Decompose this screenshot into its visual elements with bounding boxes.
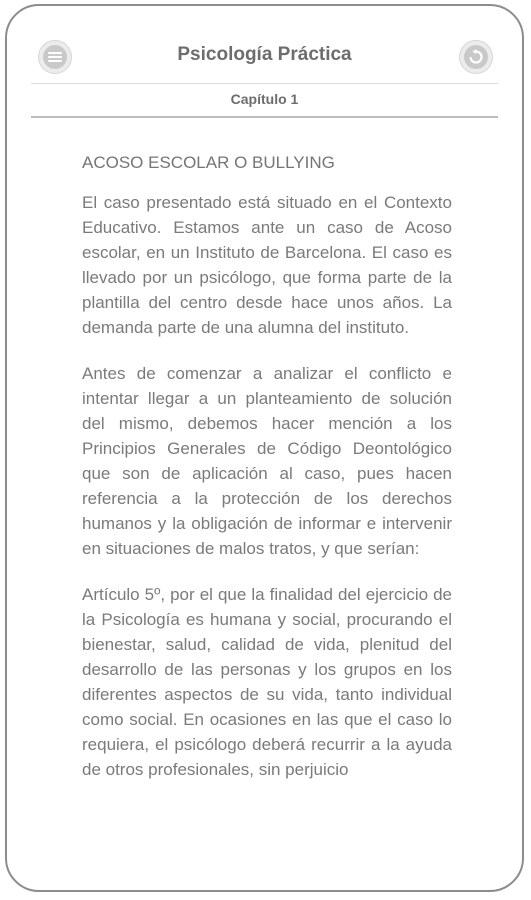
back-icon [464, 45, 488, 69]
article-paragraph: Artículo 5º, por el que la finalidad del ejercicio de la Psicología es humana y social, procurando el bienestar, salud, calidad de vida, plenitud del desarrollo de las personas y los grupos en los diferentes aspectos de su vida, tanto individual como social. En ocasiones en las que el caso lo requiera, el psicólogo deberá recurrir a la ayuda de otros profesionales, sin perjuicio [82, 585, 452, 779]
chapter-divider [31, 116, 498, 118]
article-paragraph: Antes de comenzar a analizar el conflicto e intentar llegar a un planteamiento de solución del mismo, debemos hacer mención a los Principios Generales de Código Deontológico que son de aplicación al caso, pues hacen referencia a la protección de los derechos humanos y la obligación de informar e intervenir en situaciones de malos tratos, y que serían: [82, 364, 452, 558]
article-content[interactable] [82, 151, 452, 875]
article-heading: ACOSO ESCOLAR O BULLYING [82, 153, 335, 172]
device-frame [5, 4, 524, 892]
article-paragraph: El caso presentado está situado en el Contexto Educativo. Estamos ante un caso de Acoso escolar, en un Instituto de Barcelona. El caso es llevado por un psicólogo, que forma parte de la plantilla del centro desde hace unos años. La demanda parte de una alumna del instituto. [82, 193, 452, 337]
header-divider [31, 83, 498, 84]
page-title: Psicología Práctica [177, 44, 352, 65]
app-header [7, 6, 522, 84]
back-button[interactable] [459, 40, 493, 74]
chapter-label: Capítulo 1 [230, 91, 299, 107]
